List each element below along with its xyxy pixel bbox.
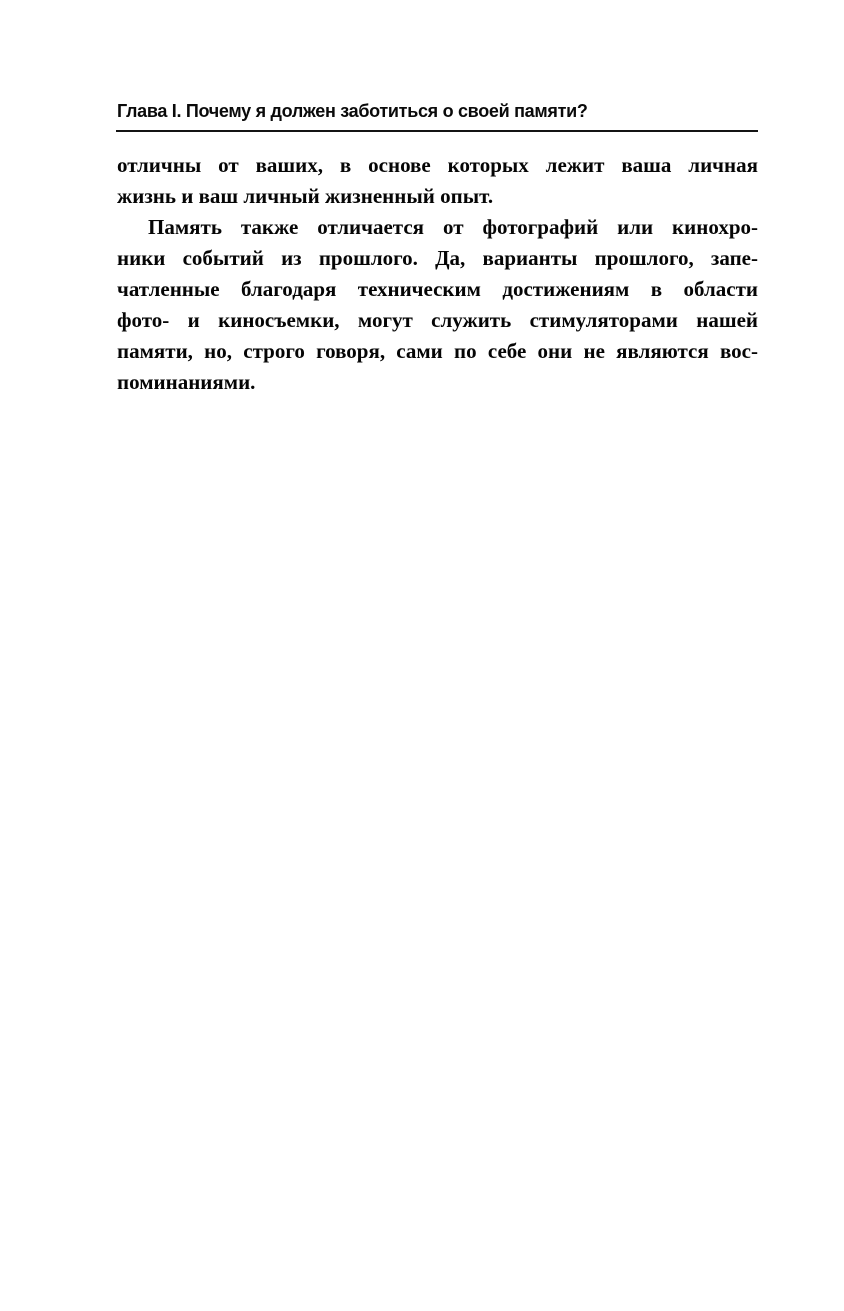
text-line: фото- и киносъемки, могут служить стимуляторами нашей xyxy=(117,308,758,332)
text-line: отличны от ваших, в основе которых лежит ваша личная xyxy=(117,153,758,177)
text-line: Память также отличается от фотографий или кинохро- xyxy=(148,215,758,239)
text-line: ники событий из прошлого. Да, варианты прошлого, запе- xyxy=(117,246,758,270)
text-line: памяти, но, строго говоря, сами по себе они не являются вос- xyxy=(117,339,758,363)
body-text xyxy=(117,150,758,398)
text-line: жизнь и ваш личный жизненный опыт. xyxy=(117,184,494,208)
text-line: чатленные благодаря техническим достижениям в области xyxy=(117,277,758,301)
text-line: поминаниями. xyxy=(117,370,256,394)
header-rule xyxy=(116,130,758,132)
chapter-header: Глава I. Почему я должен заботиться о своей памяти? xyxy=(117,101,588,121)
